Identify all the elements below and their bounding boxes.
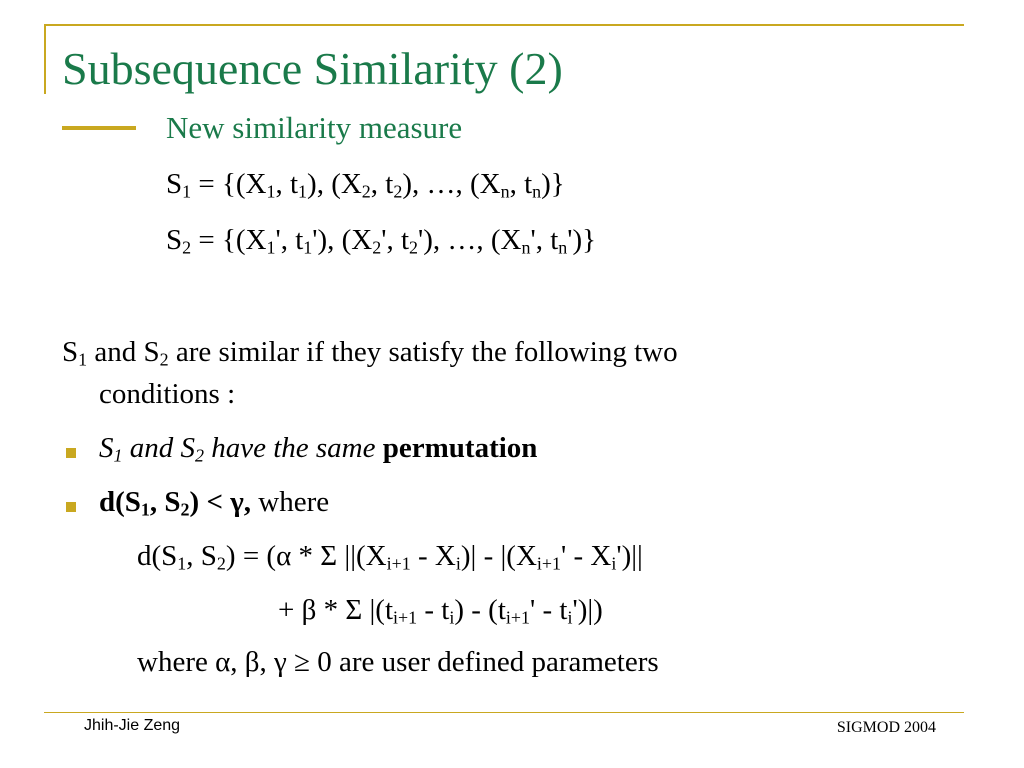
bullet-permutation: $S_1$ and $S_2$ have the same permutation xyxy=(99,432,538,466)
distance-formula-line1: $d(S_1$, $S_2) = (\alpha * \Sigma$ $||(X_{i+1} - X_i)| - |(X_{i+1}' - X_i')||$ xyxy=(137,540,643,574)
condition-intro: $S_1$ and $S_2$ are similar if they satisfy the following two xyxy=(62,336,678,370)
top-rule xyxy=(44,24,964,26)
s1-definition: $S_1 = \{(X_1$, $t_1$), ($X_2$, $t_2$), …, ($X_n$, $t_n$)} xyxy=(166,168,565,202)
bullet-square-icon xyxy=(66,502,76,512)
s2-definition: $S_2 = \{(X_1'$, $t_1'$), ($X_2'$, $t_2'$), …, ($X_n'$, $t_n'$)} xyxy=(166,224,597,258)
distance-formula-line2: + β * Σ $|(t_{i+1} - t_i) - (t_{i+1}' - t_i')|$) xyxy=(278,594,603,628)
slide-subtitle: New similarity measure xyxy=(166,110,463,145)
left-rule xyxy=(44,24,46,94)
slide-title: Subsequence Similarity (2) xyxy=(62,43,563,94)
footer-author: Jhih-Jie Zeng xyxy=(84,717,181,734)
bullet-distance: $d(S_1$, $S_2) < \gamma$, where xyxy=(99,486,330,520)
parameters-note: where α, β, γ ≥ 0 are user defined parameters xyxy=(137,646,659,678)
footer-rule xyxy=(44,712,964,713)
condition-intro-cont: conditions : xyxy=(99,378,236,410)
bullet-square-icon xyxy=(66,448,76,458)
footer-venue: SIGMOD 2004 xyxy=(836,719,936,736)
subtitle-dash xyxy=(62,126,136,130)
